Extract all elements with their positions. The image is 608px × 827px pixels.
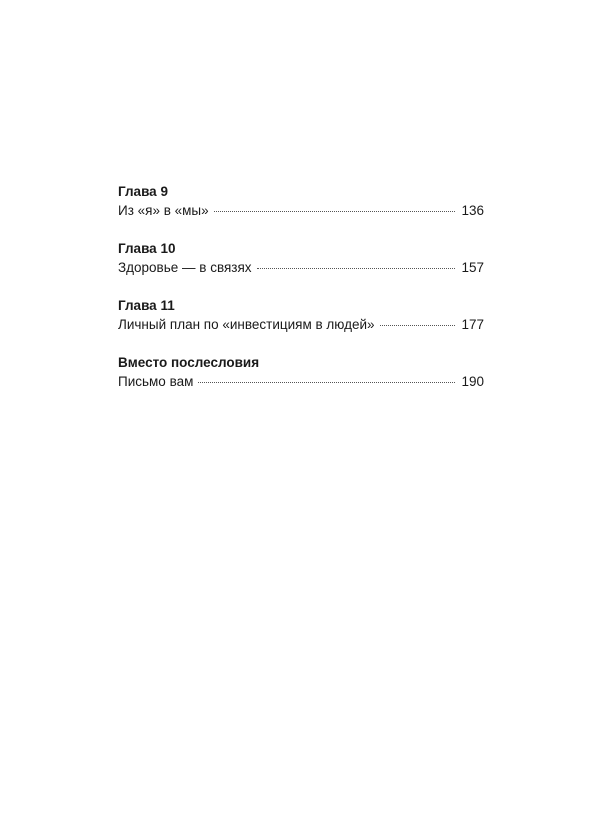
dot-leader [380,325,456,326]
dot-leader [198,382,455,383]
chapter-title: Личный план по «инвестициям в людей» [118,317,375,332]
chapter-heading: Глава 9 [118,184,168,199]
toc-line[interactable] [118,258,484,278]
page-number: 190 [461,374,484,389]
page-number: 136 [461,203,484,218]
toc-line[interactable] [118,201,484,221]
page-number: 177 [461,317,484,332]
chapter-title: Из «я» в «мы» [118,203,209,218]
toc-entry-chapter-10 [118,240,484,278]
chapter-title: Здоровье — в связях [118,260,252,275]
chapter-heading: Глава 11 [118,298,175,313]
toc-entry-chapter-11 [118,297,484,335]
toc-line[interactable] [118,372,484,392]
toc-entry-afterword [118,354,484,392]
chapter-heading: Глава 10 [118,241,176,256]
toc-entry-chapter-9 [118,183,484,221]
dot-leader [257,268,456,269]
page-number: 157 [461,260,484,275]
toc-line[interactable] [118,315,484,335]
chapter-heading: Вместо послесловия [118,355,260,370]
dot-leader [214,211,456,212]
table-of-contents [118,183,484,411]
chapter-title: Письмо вам [118,374,194,389]
